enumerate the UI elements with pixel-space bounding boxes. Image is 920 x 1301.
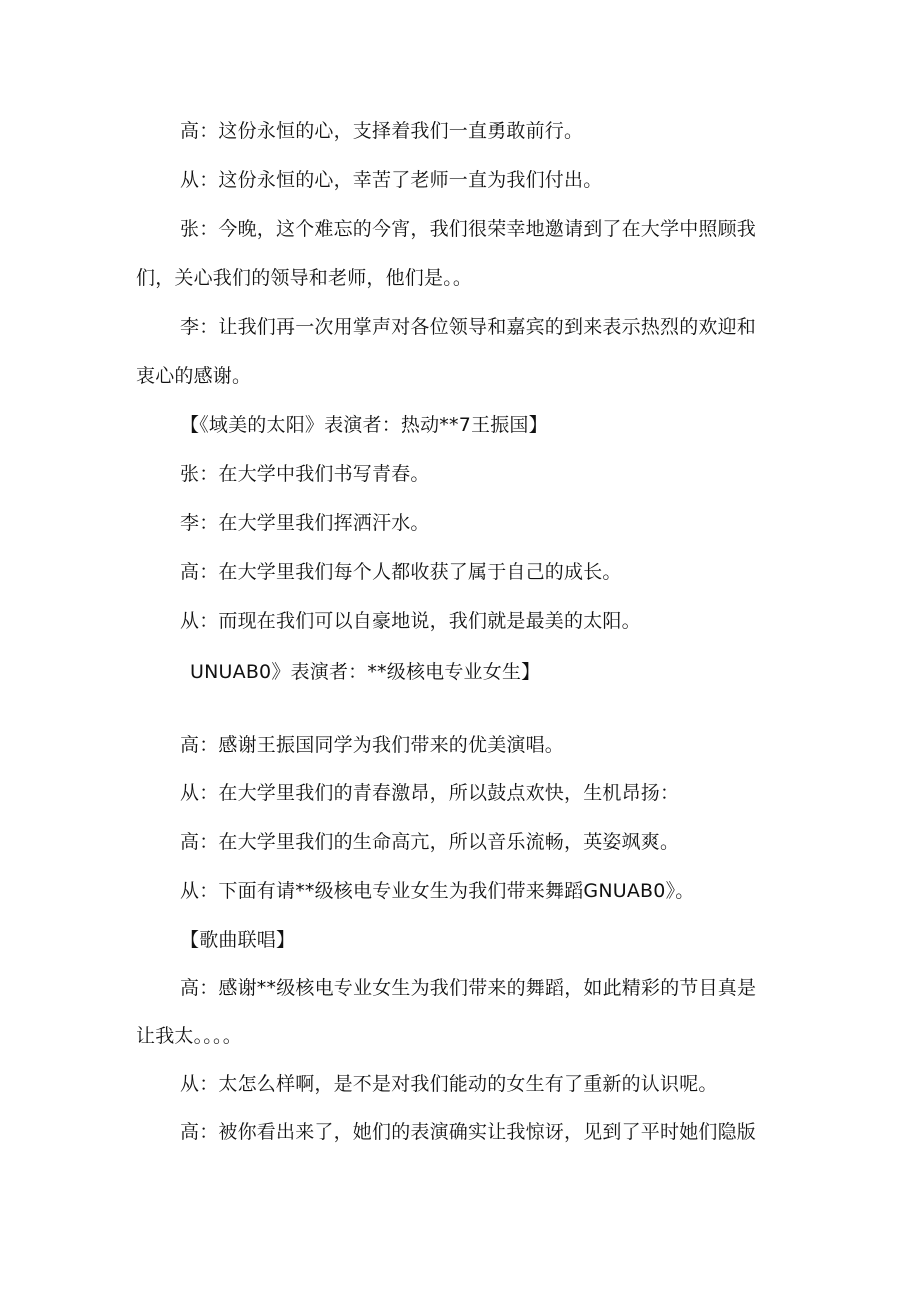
paragraph-line: 高：感谢王振国同学为我们带来的优美演唱。 [180, 734, 565, 756]
paragraph-line: 李：让我们再一次用掌声对各位领导和嘉宾的到来表示热烈的欢迎和 [180, 316, 757, 338]
paragraph-line: 高：这份永恒的心，支择着我们一直勇敢前行。 [180, 120, 584, 142]
paragraph-line: 李：在大学里我们挥洒汗水。 [180, 512, 430, 534]
program-heading: 【《域美的太阳》表演者：热动**7王振国】 [180, 414, 548, 436]
paragraph-line: 从：太怎么样啊，是不是对我们能动的女生有了重新的认识呢。 [180, 1073, 718, 1095]
paragraph-line: 从：而现在我们可以自豪地说，我们就是最美的太阳。 [180, 610, 641, 632]
paragraph-line: 高：感谢**级核电专业女生为我们带来的舞蹈，如此精彩的节目真是 [180, 977, 757, 999]
paragraph-line: 衷心的感谢。 [136, 365, 252, 387]
paragraph-line: 张：今晚，这个难忘的今宵，我们很荣幸地邀请到了在大学中照顾我 [180, 218, 757, 240]
program-heading: UNUAB0》表演者：**级核电专业女生】 [190, 661, 541, 683]
paragraph-line: 高：被你看出来了，她们的表演确实让我惊讶，见到了平时她们隐版 [180, 1121, 757, 1143]
paragraph-line: 从：在大学里我们的青春激昂，所以鼓点欢快，生机昂扬： [180, 782, 680, 804]
paragraph-line: 高：在大学里我们的生命高亢，所以音乐流畅，英姿飒爽。 [180, 831, 680, 853]
program-heading: 【歌曲联唱】 [180, 929, 296, 951]
paragraph-line: 从：下面有请**级核电专业女生为我们带来舞蹈GNUAB0》。 [180, 880, 695, 902]
paragraph-line: 们，关心我们的领导和老师，他们是。。 [136, 267, 473, 289]
paragraph-line: 张：在大学中我们书写青春。 [180, 463, 430, 485]
paragraph-line: 从：这份永恒的心，幸苦了老师一直为我们付出。 [180, 169, 603, 191]
paragraph-line: 高：在大学里我们每个人都收获了属于自己的成长。 [180, 561, 622, 583]
paragraph-line: 让我太。。。。 [136, 1025, 242, 1047]
